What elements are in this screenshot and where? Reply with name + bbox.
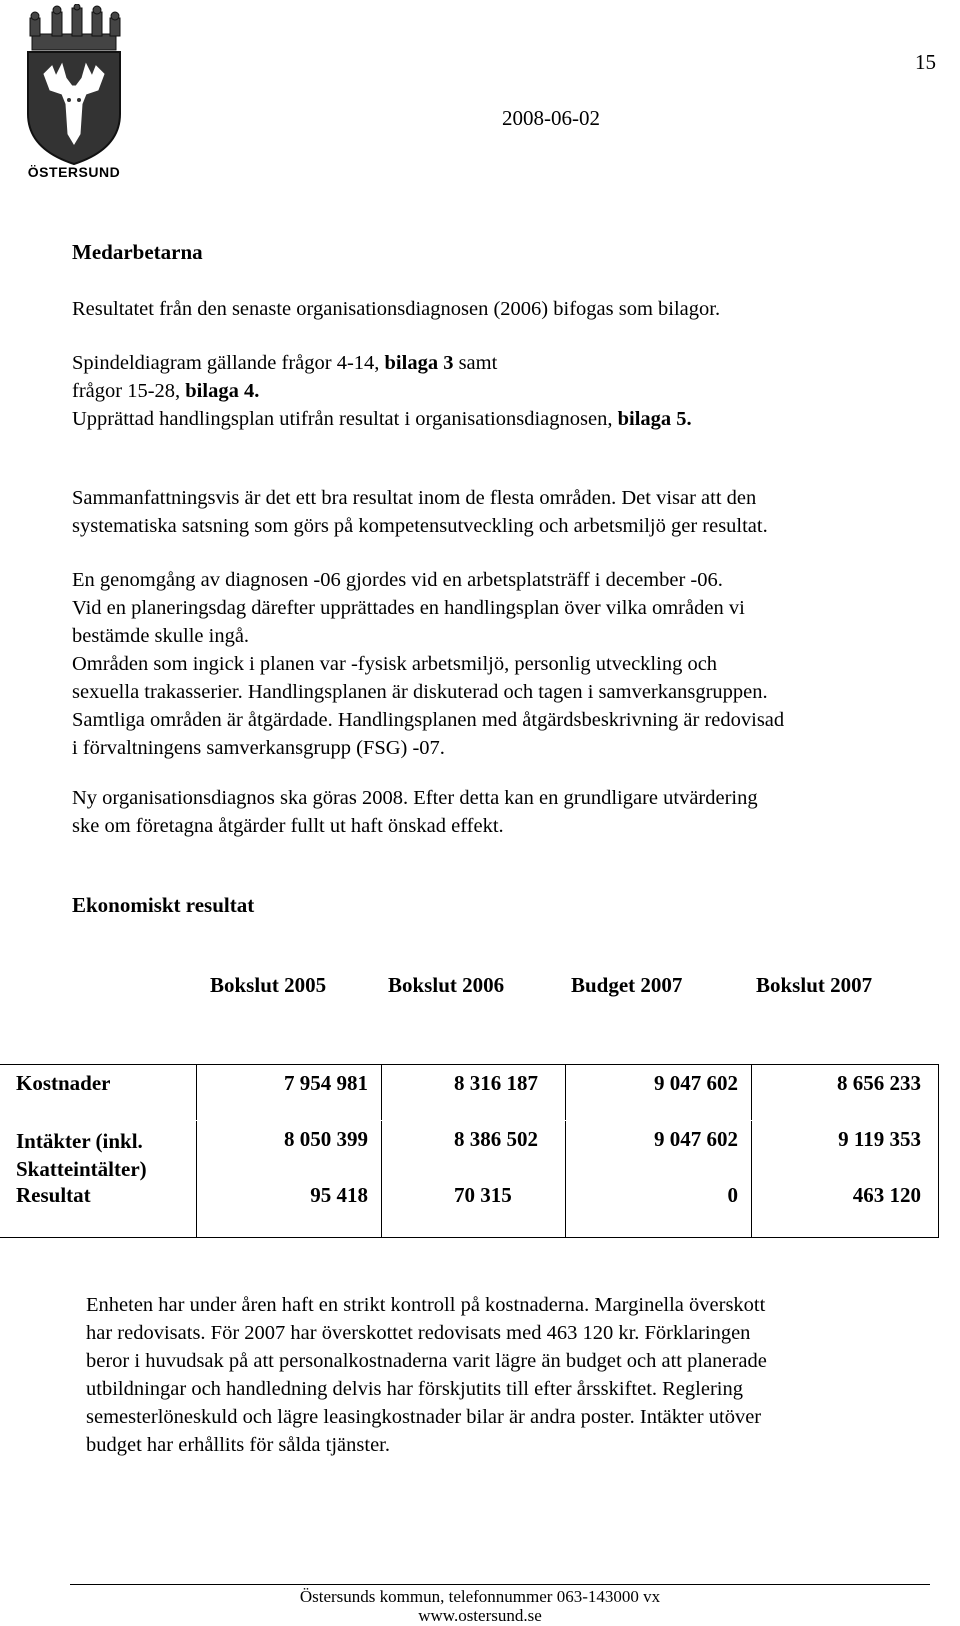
row-label-kostnader: Kostnader	[16, 1071, 111, 1095]
text-line: beror i huvudsak på att personalkostnaderna varit lägre än budget och att planerade	[86, 1350, 767, 1372]
text-line: Vid en planeringsdag därefter upprättades en handlingsplan över vilka områden vi	[72, 597, 745, 619]
document-date: 2008-06-02	[502, 106, 600, 130]
footer-contact: Östersunds kommun, telefonnummer 063-143000 vx	[299, 1587, 661, 1606]
paragraph-ny-diagnos	[72, 784, 942, 840]
table-cell: 70 315	[454, 1183, 512, 1207]
text-line: utbildningar och handledning delvis har förskjutits till efter årsskiftet. Reglering	[86, 1378, 743, 1400]
table-cell: 9 119 353	[838, 1127, 921, 1151]
text-line: har redovisats. För 2007 har överskottet redovisats med 463 120 kr. Förklaringen	[86, 1322, 751, 1344]
column-header: Bokslut 2006	[388, 973, 505, 997]
row-label-line: Intäkter (inkl.	[16, 1129, 143, 1153]
column-header: Bokslut 2007	[756, 973, 873, 997]
text-line: En genomgång av diagnosen -06 gjordes vid en arbetsplatsträff i december -06.	[72, 569, 723, 591]
text-line: sexuella trakasserier. Handlingsplanen är diskuterad och tagen i samverkansgruppen.	[72, 681, 768, 703]
text-line: Områden som ingick i planen var -fysisk arbetsmiljö, personlig utveckling och	[72, 653, 718, 675]
paragraph-intro: Resultatet från den senaste organisationsdiagnosen (2006) bifogas som bilagor.	[72, 298, 721, 320]
section-heading-ekonomi: Ekonomiskt resultat	[72, 893, 255, 917]
footer-website-link[interactable]: www.ostersund.se	[418, 1606, 542, 1625]
table-cell: 8 656 233	[837, 1071, 921, 1095]
text-line: Ny organisationsdiagnos ska göras 2008. Efter detta kan en grundligare utvärdering	[72, 787, 758, 809]
text-line: Samtliga områden är åtgärdade. Handlingsplanen med åtgärdsbeskrivning är redovisad	[72, 709, 785, 731]
table-cell: 9 047 602	[654, 1127, 738, 1151]
table-cell: 0	[727, 1183, 738, 1207]
table-cell: 95 418	[310, 1183, 368, 1207]
text-line: systematiska satsning som görs på kompetensutveckling och arbetsmiljö ger resultat.	[72, 515, 768, 537]
text-line: Sammanfattningsvis är det ett bra resultat inom de flesta områden. Det visar att den	[72, 487, 757, 509]
bilaga-line-1: Spindeldiagram gällande frågor 4-14, bilaga 3 samt	[72, 352, 498, 374]
text-line: i förvaltningens samverkansgrupp (FSG) -07.	[72, 737, 445, 759]
table-cell: 9 047 602	[654, 1071, 738, 1095]
column-header: Bokslut 2005	[210, 973, 327, 997]
row-label-intakter	[16, 1127, 147, 1183]
table-cell: 8 316 187	[454, 1071, 538, 1095]
text-line: Enheten har under åren haft en strikt kontroll på kostnaderna. Marginella överskott	[86, 1294, 766, 1316]
table-cell: 8 050 399	[284, 1127, 368, 1151]
paragraph-ekonomi-comment	[86, 1291, 936, 1459]
paragraph-bilagor	[72, 349, 942, 433]
table-cell: 8 386 502	[454, 1127, 538, 1151]
logo-text: ÖSTERSUND	[27, 164, 121, 180]
row-label-resultat: Resultat	[16, 1183, 91, 1207]
section-heading-medarbetarna: Medarbetarna	[72, 240, 203, 264]
paragraph-genomgang	[72, 566, 942, 762]
row-label-line: Skatteintälter)	[16, 1157, 147, 1181]
paragraph-summary	[72, 484, 942, 540]
ostersund-coat-of-arms-logo	[22, 4, 126, 186]
text-line: budget har erhållits för sålda tjänster.	[86, 1434, 390, 1456]
table-cell: 463 120	[852, 1183, 921, 1207]
text-line: bestämde skulle ingå.	[72, 625, 250, 647]
page-number: 15	[915, 50, 936, 74]
bilaga-line-3: Upprättad handlingsplan utifrån resultat i organisationsdiagnosen, bilaga 5.	[72, 408, 692, 430]
column-header: Budget 2007	[571, 973, 683, 997]
bilaga-line-2: frågor 15-28, bilaga 4.	[72, 380, 260, 402]
text-line: semesterlöneskuld och lägre leasingkostnader bilar är andra poster. Intäkter utöver	[86, 1406, 762, 1428]
table-cell: 7 954 981	[284, 1071, 368, 1095]
footer-divider	[70, 1584, 930, 1585]
text-line: ske om företagna åtgärder fullt ut haft önskad effekt.	[72, 815, 504, 837]
